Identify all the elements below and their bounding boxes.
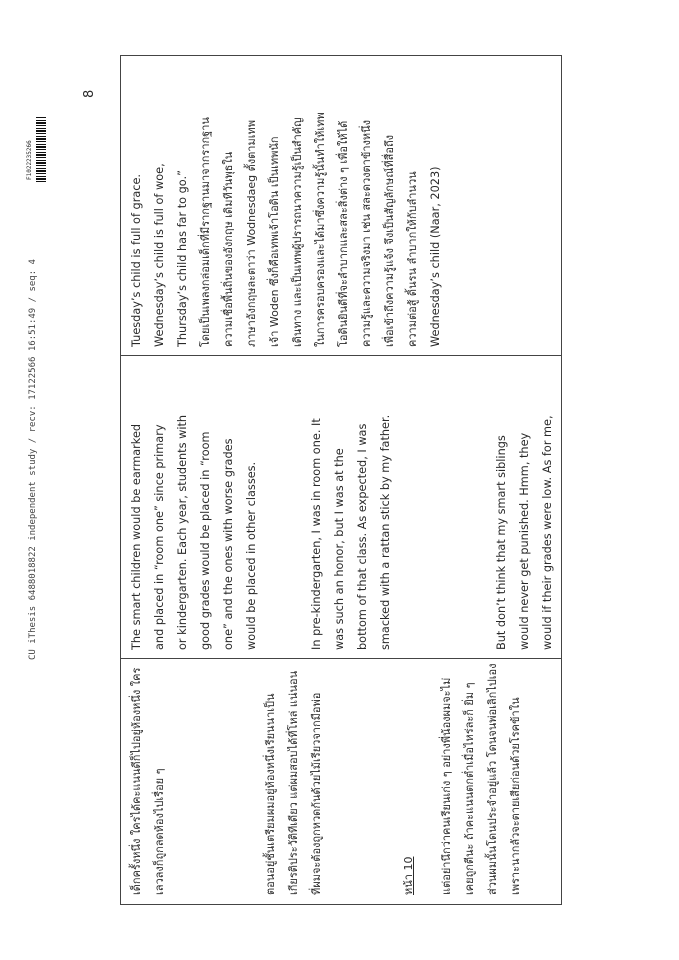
text-line: เคยถูกตีนะ ถ้าคะแนนตกต่ำเมื่อไหร่ละก็ ยิ่ม ๆ (463, 682, 476, 895)
text-line: But don’t think that my smart siblings (495, 435, 508, 650)
thesis-footer: CU iThesis 6488018822 independent study / recv: 17122566 16:51:49 / seq: 4 (28, 259, 38, 660)
text-line: In pre-kindergarten, I was in room one. It (310, 418, 323, 650)
text-line: โอดินยินดีที่จะลำบากและสละสิ่งต่าง ๆ เพื่อให้ได้ (337, 120, 350, 347)
text-line: The smart children would be earmarked (130, 423, 143, 650)
page-number: 8 (82, 89, 97, 98)
page-reference: หน้า 10 (402, 856, 415, 895)
english-block-2 (305, 364, 397, 650)
text-line: แต่อย่านึกว่าคนเรียนเก่ง ๆ อย่างพี่น้องผมจะไม่ (440, 677, 453, 895)
text-line: would if their grades were low. As for me, (541, 415, 554, 650)
text-line: Tuesday’s child is full of grace. (130, 173, 143, 347)
text-line: bottom of that class. As expected, I was (356, 423, 369, 650)
text-line: Wednesday’s child is full of woe, (153, 163, 166, 347)
text-line: ที่ผมจะต้องถูกหวดก้นด้วยไม้เรียวจากมือพ่อ (310, 692, 323, 895)
text-line: เพื่อเข้าถึงความรู้แจ้ง จึงเป็นสัญลักษณ์ที่สื่อถึง (383, 134, 396, 347)
thai-block-3 (397, 663, 527, 895)
text-line: smacked with a rattan stick by my father. (379, 414, 392, 650)
english-translation-column (121, 355, 561, 659)
text-line: good grades would be placed in “room (199, 431, 212, 650)
text-line: and placed in “room one” since primary (153, 424, 166, 650)
text-line: one” and the ones with worse grades (222, 438, 235, 650)
commentary-block (125, 64, 447, 347)
text-line: ตอนอยู่ชั้นเตรียมผมอยู่ห้องหนึ่งเรียนนาเป็น (264, 693, 277, 895)
text-line: would never get punished. Hmm, they (518, 432, 531, 650)
text-line: เกียรติประวัติทีเดียว แต่ผมสอบได้ที่โหล่ แน่นอน (287, 670, 300, 895)
text-line: Thursday’s child has far to go.” (176, 170, 189, 347)
text-line: was such an honor, but I was at the (333, 448, 346, 650)
text-line: เลวลงก็ถูกลดห้องไปเรื่อย ๆ (153, 768, 166, 895)
text-line: เด็กครั้งหนึ่ง ใครได้คะแนนดีก็ไปอยู่ห้องหนึ่ง ใคร (130, 667, 143, 895)
text-line: ความต่อสู้ ดิ้นรน ลำบากให้กับลำนวน (406, 171, 419, 347)
commentary-column (121, 56, 561, 356)
text-line: ในการครอบครองและได้มาซึ่งความรู้นั้นทำให้เทพ (314, 112, 327, 347)
barcode-image (36, 116, 46, 182)
text-line: would be placed in other classes. (245, 461, 258, 650)
text-line: เจ้า Woden ซึ่งก็คือเทพเจ้าโอดิน เป็นเทพนัก (268, 136, 281, 347)
thai-block-2 (259, 667, 328, 895)
text-line: Wednesday’s child (Naar, 2023) (429, 166, 442, 347)
text-line: ความรู้และความจริงมา เช่น สละดวงตาข้างหนึ่ง (360, 119, 373, 347)
english-block-1 (125, 364, 263, 650)
text-line: ภาษาอังกฤษละตาว่า Wodnesdaeg ตั้งตามเทพ (245, 120, 258, 347)
thai-source-column (121, 658, 561, 904)
text-line: ส่วนผมนั้นโดนประจำอยู่แล้ว โดนจนพ่อเลิกไปเอง (486, 663, 499, 895)
thai-block-1 (125, 667, 171, 895)
text-line: ความเชื่อพื้นถิ่นของอังกฤษ เดิมทีวันพุธใน (222, 151, 235, 347)
text-line: or kindergarten. Each year, students with (176, 414, 189, 650)
text-line: เดินทาง และเป็นเทพผู้ปรารถนาความรู้เป็นสำคัญ (291, 117, 304, 347)
translation-table (120, 55, 562, 905)
english-block-3 (490, 364, 559, 650)
text-line: โดยเป็นเพลงกล่อมเด็กที่มีรากฐานมาจากรากฐาน (199, 117, 212, 347)
text-line: เพราะนากลัวจะตายเสียก่อนด้วยโรคข้าใน (509, 697, 522, 895)
barcode-text: F1022235266 (26, 140, 33, 180)
